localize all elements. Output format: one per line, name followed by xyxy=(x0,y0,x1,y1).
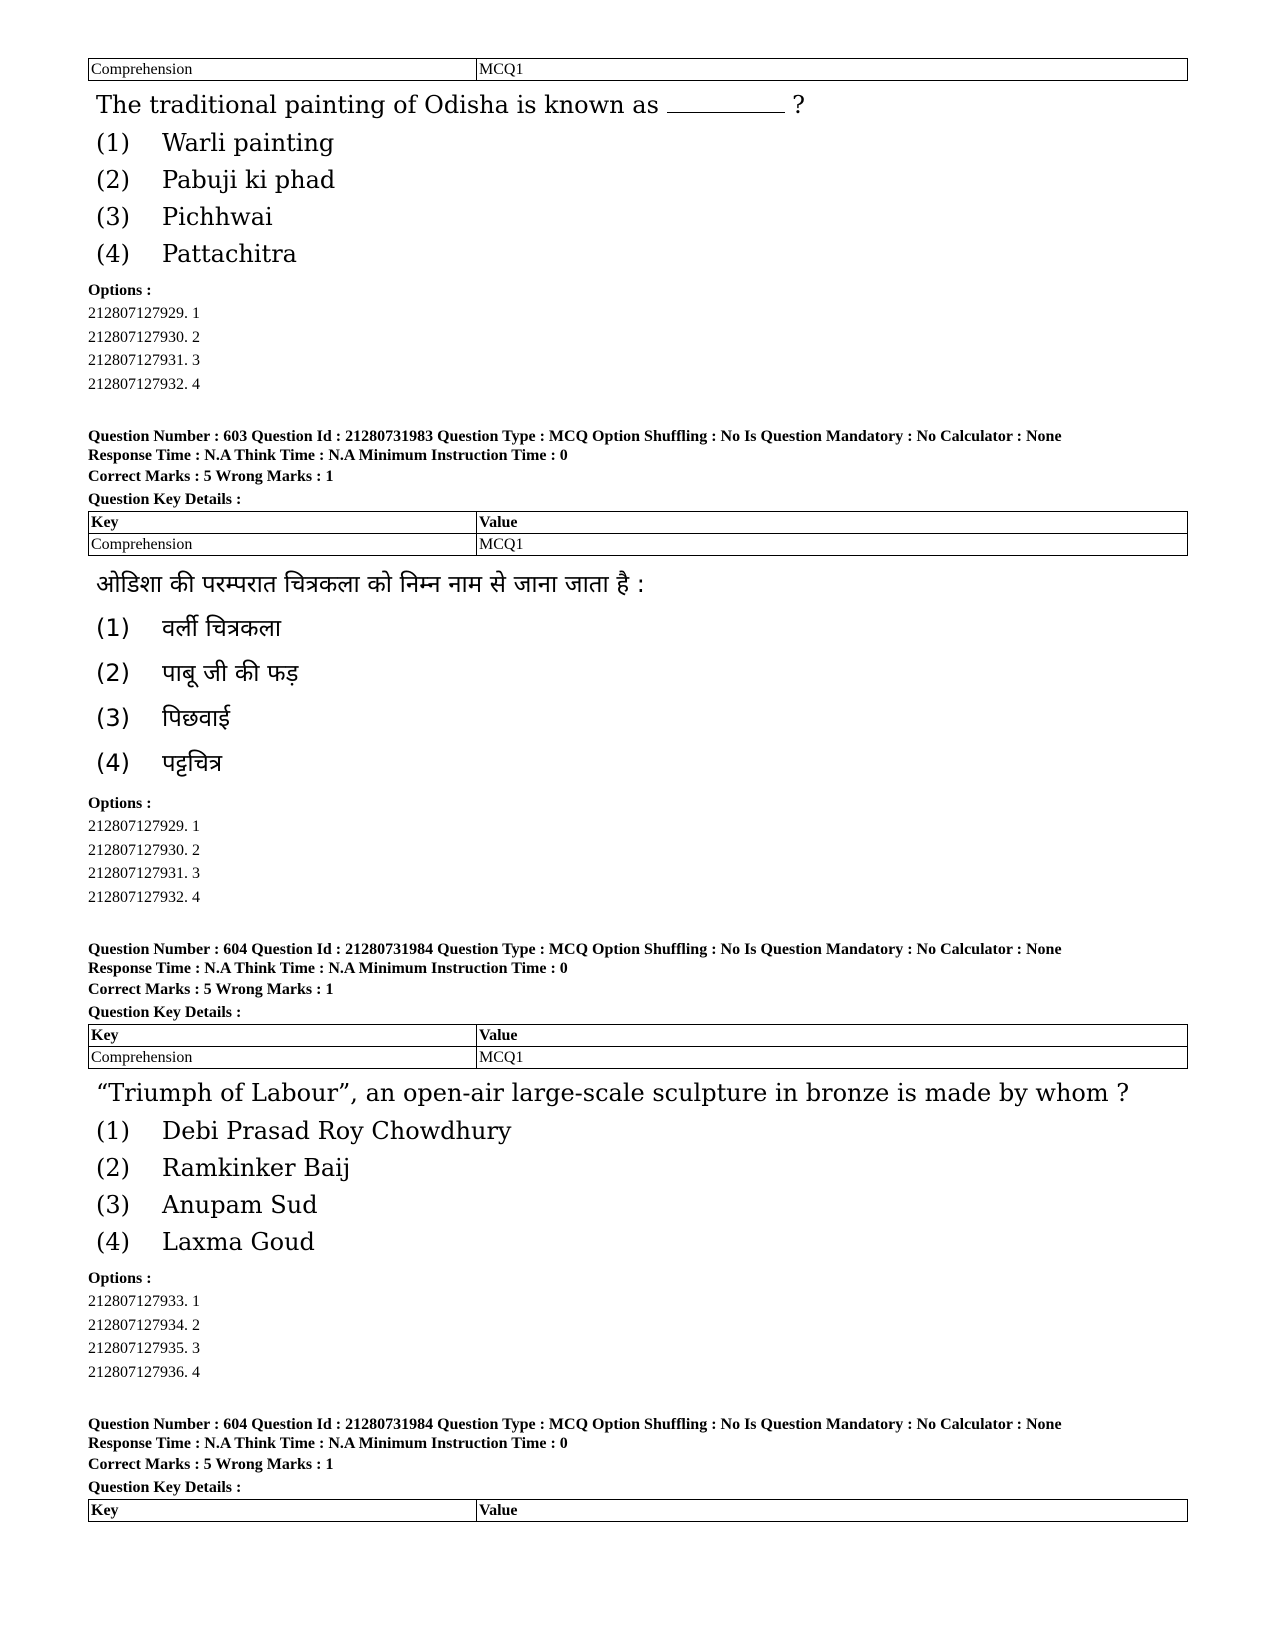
question-key-table xyxy=(88,511,1188,556)
table-row xyxy=(89,1047,1188,1069)
table-header-row xyxy=(89,512,1188,534)
key-cell: Comprehension xyxy=(89,59,477,81)
question-block-604-next xyxy=(88,1415,1188,1522)
question-key-table xyxy=(88,58,1188,81)
question-marks: Correct Marks : 5 Wrong Marks : 1 xyxy=(88,1456,334,1473)
option-id: 212807127932. 4 xyxy=(88,375,200,393)
option-number: (2) xyxy=(96,659,130,687)
option-id: 212807127933. 1 xyxy=(88,1293,200,1310)
question-block-604 xyxy=(88,940,1188,1384)
option-text: वर्ली चित्रकला xyxy=(162,614,282,642)
option-id: 212807127930. 2 xyxy=(88,328,200,346)
question-block-603 xyxy=(88,427,1188,909)
question-timing: Response Time : N.A Think Time : N.A Minimum Instruction Time : 0 xyxy=(88,447,568,464)
option-number: (2) xyxy=(96,166,130,194)
option-number: (1) xyxy=(96,129,130,157)
value-header: Value xyxy=(477,512,1188,534)
option-number: (4) xyxy=(96,240,130,268)
answer-options xyxy=(88,1113,1188,1261)
question-text: ओडिशा की परम्परात चित्रकला को निम्न नाम से जाना जाता है : xyxy=(96,570,645,598)
option-text: Debi Prasad Roy Chowdhury xyxy=(162,1117,512,1145)
list-item xyxy=(96,651,1188,696)
option-text: पाबू जी की फड़ xyxy=(162,659,299,687)
value-cell: MCQ1 xyxy=(477,534,1188,556)
option-text: Pichhwai xyxy=(162,203,273,231)
option-text: Ramkinker Baij xyxy=(162,1154,351,1182)
option-id: 212807127931. 3 xyxy=(88,352,200,369)
question-key-table xyxy=(88,1499,1188,1522)
value-cell: MCQ1 xyxy=(477,1047,1188,1069)
table-header-row xyxy=(89,1025,1188,1047)
option-text: Laxma Goud xyxy=(162,1228,315,1256)
key-header: Key xyxy=(89,512,477,534)
option-number: (4) xyxy=(96,749,130,777)
option-number: (1) xyxy=(96,614,130,642)
option-text: पट्टचित्र xyxy=(162,749,223,777)
option-id: 212807127931. 3 xyxy=(88,865,200,882)
option-id: 212807127936. 4 xyxy=(88,1363,200,1381)
option-text: Pabuji ki phad xyxy=(162,166,336,194)
value-cell: MCQ1 xyxy=(477,59,1188,81)
list-item xyxy=(96,199,1188,236)
list-item xyxy=(96,125,1188,162)
document-page xyxy=(88,58,1188,1522)
option-id: 212807127935. 3 xyxy=(88,1340,200,1357)
option-number: (1) xyxy=(96,1117,130,1145)
answer-options xyxy=(88,125,1188,273)
question-text: “Triumph of Labour”, an open-air large-scale sculpture in bronze is made by whom ? xyxy=(96,1079,1130,1107)
list-item xyxy=(96,606,1188,651)
value-header: Value xyxy=(477,1025,1188,1047)
question-marks: Correct Marks : 5 Wrong Marks : 1 xyxy=(88,468,334,485)
question-timing: Response Time : N.A Think Time : N.A Minimum Instruction Time : 0 xyxy=(88,960,568,977)
question-timing: Response Time : N.A Think Time : N.A Minimum Instruction Time : 0 xyxy=(88,1435,568,1452)
question-mark: ? xyxy=(792,91,806,119)
option-number: (3) xyxy=(96,704,130,732)
question-marks: Correct Marks : 5 Wrong Marks : 1 xyxy=(88,981,334,998)
option-id: 212807127934. 2 xyxy=(88,1316,200,1334)
options-label: Options : xyxy=(88,795,152,812)
option-number: (2) xyxy=(96,1154,130,1182)
option-text: Pattachitra xyxy=(162,240,297,268)
table-row xyxy=(89,59,1188,81)
answer-options xyxy=(88,606,1188,786)
options-label: Options : xyxy=(88,282,152,299)
question-key-table xyxy=(88,1024,1188,1069)
options-label: Options : xyxy=(88,1270,152,1287)
question-meta: Question Number : 603 Question Id : 21280731983 Question Type : MCQ Option Shuffling : No Is Question Mandatory : No Calculator : None xyxy=(88,428,1062,445)
list-item xyxy=(96,1113,1188,1150)
key-header: Key xyxy=(89,1025,477,1047)
key-details-label: Question Key Details : xyxy=(88,491,242,508)
list-item xyxy=(96,1187,1188,1224)
key-details-label: Question Key Details : xyxy=(88,1479,242,1496)
key-header: Key xyxy=(89,1500,477,1522)
key-cell: Comprehension xyxy=(89,534,477,556)
section-gap xyxy=(88,909,1188,940)
list-item xyxy=(96,236,1188,273)
answer-blank xyxy=(667,92,785,113)
list-item xyxy=(96,162,1188,199)
table-header-row xyxy=(89,1500,1188,1522)
option-id: 212807127929. 1 xyxy=(88,818,200,835)
key-details-label: Question Key Details : xyxy=(88,1004,242,1021)
option-text: पिछवाई xyxy=(162,704,231,732)
option-number: (3) xyxy=(96,203,130,231)
option-id: 212807127932. 4 xyxy=(88,888,200,906)
list-item xyxy=(96,1224,1188,1261)
list-item xyxy=(96,741,1188,786)
option-id: 212807127930. 2 xyxy=(88,841,200,859)
key-cell: Comprehension xyxy=(89,1047,477,1069)
table-row xyxy=(89,534,1188,556)
option-id: 212807127929. 1 xyxy=(88,305,200,322)
question-meta: Question Number : 604 Question Id : 21280731984 Question Type : MCQ Option Shuffling : No Is Question Mandatory : No Calculator : None xyxy=(88,941,1062,958)
option-number: (3) xyxy=(96,1191,130,1219)
list-item xyxy=(96,1150,1188,1187)
list-item xyxy=(96,696,1188,741)
question-block-602 xyxy=(88,58,1188,396)
question-stem: The traditional painting of Odisha is known as xyxy=(96,91,659,119)
value-header: Value xyxy=(477,1500,1188,1522)
question-text xyxy=(96,89,1188,121)
section-gap xyxy=(88,396,1188,427)
section-gap xyxy=(88,1384,1188,1415)
option-text: Anupam Sud xyxy=(162,1191,318,1219)
question-meta: Question Number : 604 Question Id : 21280731984 Question Type : MCQ Option Shuffling : No Is Question Mandatory : No Calculator : None xyxy=(88,1416,1062,1433)
option-number: (4) xyxy=(96,1228,130,1256)
option-text: Warli painting xyxy=(162,129,335,157)
